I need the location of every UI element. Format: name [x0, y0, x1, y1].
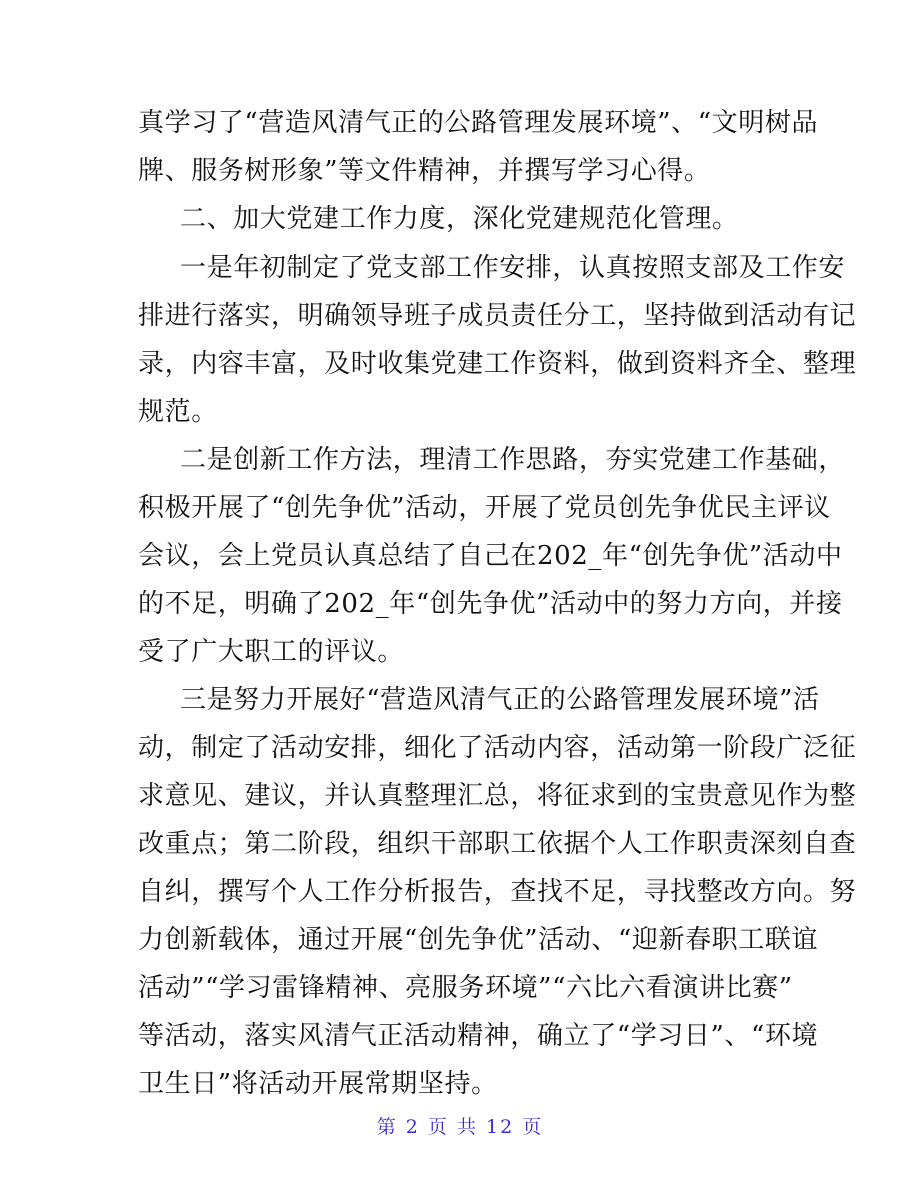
text-line: 受了广大职工的评议。: [138, 637, 405, 667]
text-line: 一是年初制定了党支部工作安排，认真按照支部及工作安: [180, 253, 846, 283]
page-number-footer: 第 2 页 共 12 页: [376, 1116, 544, 1138]
text-line: 录，内容丰富，及时收集党建工作资料，做到资料齐全、整理: [138, 349, 857, 379]
text-line: 动，制定了活动安排，细化了活动内容，活动第一阶段广泛征: [138, 733, 857, 763]
section-heading: 二、加大党建工作力度，深化党建规范化管理。: [180, 204, 739, 234]
text-line: 力创新载体，通过开展“创先争优”活动、“迎新春职工联谊: [138, 925, 819, 955]
text-line: 规范。: [138, 397, 218, 427]
text-line: 二是创新工作方法，理清工作思路，夯实党建工作基础，: [180, 445, 846, 475]
text-line: 自纠，撰写个人工作分析报告，查找不足，寻找整改方向。努: [138, 877, 857, 907]
text-line: 会议，会上党员认真总结了自己在202_年“创先争优”活动中: [138, 541, 843, 571]
text-line: 排进行落实，明确领导班子成员责任分工，坚持做到活动有记: [138, 301, 857, 331]
text-line: 积极开展了“创先争优”活动，开展了党员创先争优民主评议: [138, 493, 831, 523]
text-line: 求意见、建议，并认真整理汇总，将征求到的宝贵意见作为整: [138, 781, 857, 811]
text-line: 真学习了“营造风清气正的公路管理发展环境”、“文明树品: [138, 108, 819, 138]
text-line: 卫生日”将活动开展常期坚持。: [138, 1069, 498, 1099]
text-line: 的不足，明确了202_年“创先争优”活动中的努力方向，并接: [138, 589, 843, 619]
text-line: 活动”“学习雷锋精神、亮服务环境”“六比六看演讲比赛”: [138, 973, 793, 1003]
text-line: 三是努力开展好“营造风清气正的公路管理发展环境”活: [180, 685, 820, 715]
text-line: 牌、服务树形象”等文件精神，并撰写学习心得。: [138, 156, 711, 186]
text-line: 改重点；第二阶段，组织干部职工依据个人工作职责深刻自查: [138, 829, 857, 859]
text-line: 等活动，落实风清气正活动精神，确立了“学习日”、“环境: [138, 1021, 819, 1051]
